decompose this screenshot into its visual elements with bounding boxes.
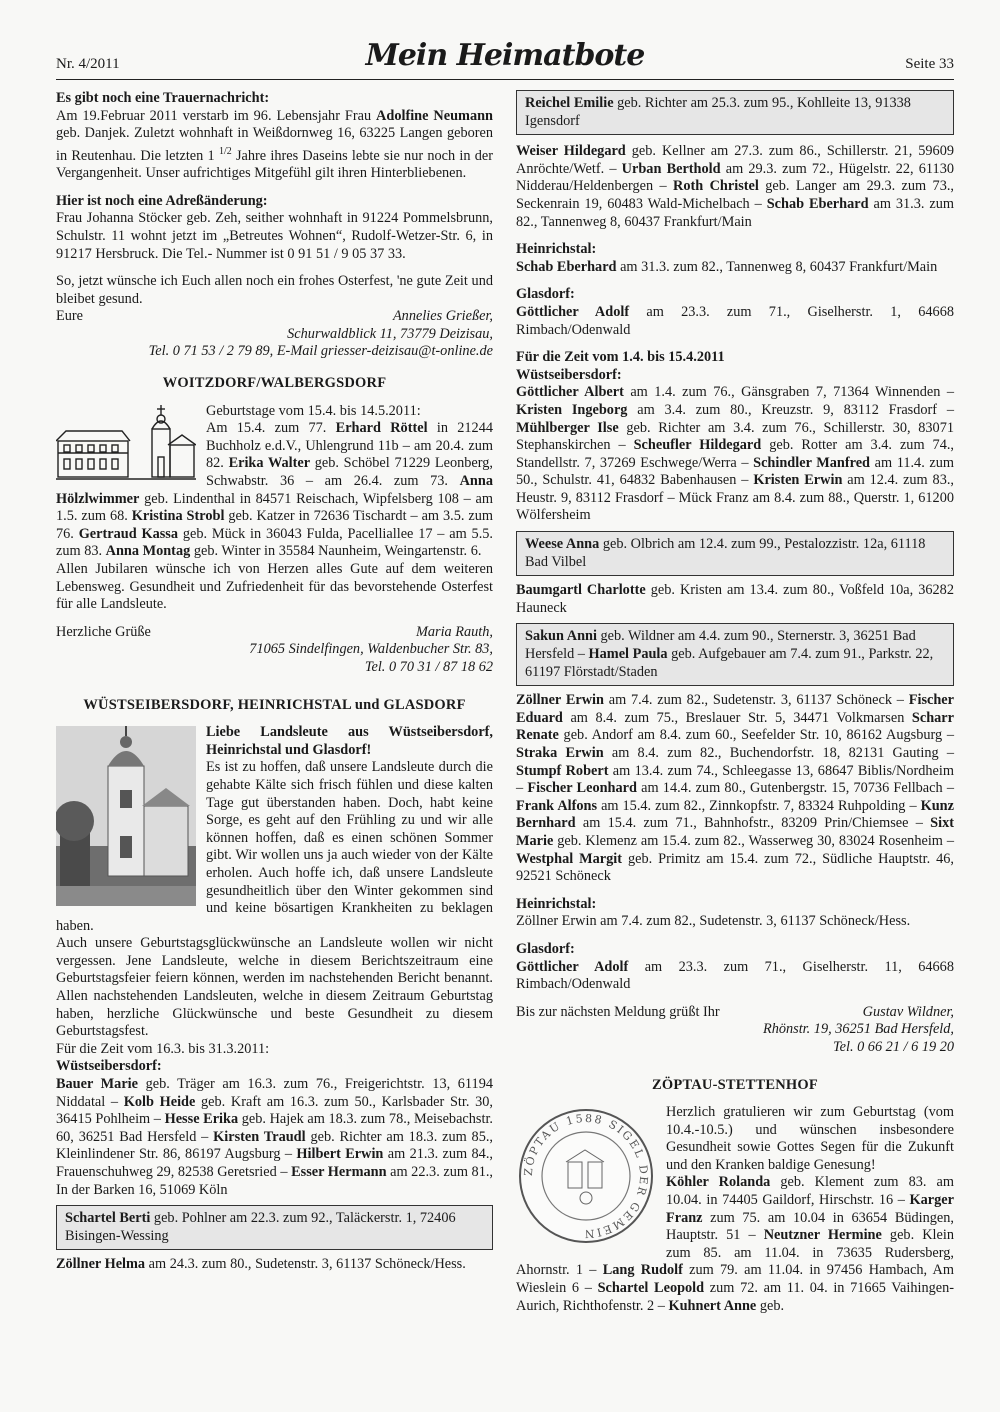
woitzdorf-birthdays: Am 15.4. zum 77. Erhard Röttel in 21244 Buchholz e.d.V., Uhlengrund 11b – am 20.4. zum 82. Erika Walter geb. Schöbel 71229 Leonberg, Schwabstr. 36 – am 26.4. zum 73. Anna Hölzlwimmer geb. Lindenthal in 84571 Reischach, Wipfelsberg 108 – am 1.5. zum 68. Kristina Strobl geb. Katzer in 72636 Tischardt – am 3.5. zum 76. Gertraud Kassa geb. Mück in 36043 Fulda, Pacelliallee 17 – am 5.5. zum 83. Anna Montag geb. Winter in 35584 Naunheim, Weingartenstr. 6. bbox=[56, 420, 493, 560]
birthday-entry: Göttlicher Adolf am 23.3. zum 71., Giselherstr. 1, 64668 Rimbach/Odenwald bbox=[516, 303, 954, 338]
wuest-text: Es ist zu hoffen, daß unsere Landsleute durch die gehabte Kälte sich frisch fühlen und diese kalten Tage gut überstanden haben. Doch, habt keine Sorge, es geht auf den Frühling zu und wir alle können hoffen, daß es einen schönen Sommer gibt. Wir wollen uns ja auch wieder von der Kälte erholen. Auch hoffe ich, daß unsere Landsleute gesundheitlich über den Winter gekommen sind und keine bösartigen Krankheiten zu beklagen haben. bbox=[56, 759, 493, 934]
birthday-list: Zöllner Erwin am 7.4. zum 82., Sudetenstr. 3, 61137 Schöneck – Fischer Eduard am 8.4. zum 75., Breslauer Str. 5, 34471 Volkmarsen Scharr Renate geb. Andorf am 8.4. zum 60., Seefelder Str. 10, 86162 Augsburg – Straka Erwin am 8.4. zum 82., Buchendorfstr. 18, 82131 Gauting – Stumpf Robert am 13.4. zum 74., Schleegasse 13, 68647 Biblis/Nordheim – Fischer Leonhard am 14.4. zum 80., Gutenbergstr. 15, 70736 Fellbach – Frank Alfons am 15.4. zum 82., Zinnkopfstr. 7, 83324 Ruhpolding – Kunz Bernhard am 15.4. zum 71., Bahnhofstr., 83209 Prin/Chiemsee – Sixt Marie geb. Klemenz am 15.4. zum 82., Wasserweg 30, 83024 Rosenheim – Westphal Margit geb. Primitz am 15.4. zum 72., Südliche Hauptstr. 46, 92521 Schöneck bbox=[516, 692, 954, 885]
signature-address: Schurwaldblick 11, 73779 Deizisau, bbox=[287, 325, 493, 342]
birthday-list: Köhler Rolanda geb. Klement zum 83. am 10.04. in 74405 Gaildorf, Hirschstr. 16 – Karger Franz zum 75. am 10.04 in 63654 Büdingen, Hauptstr. 51 – Neutzner Hermine geb. Klein zum 85. am 11.04. in 73635 Rudersberg, Ahornstr. 1 – Lang Rudolf zum 79. am 11.04. in 97456 Hambach, Am Wieslein 6 – Schartel Leopold zum 72. am 11. 04. in 71665 Vaihingen-Aurich, Richthofenstr. 2 – Kuhnert Anne geb. bbox=[516, 1174, 955, 1314]
place-heading: Heinrichstal: bbox=[516, 895, 597, 912]
signature-name: Gustav Wildner, bbox=[862, 1003, 954, 1020]
place-heading: Wüstseibersdorf: bbox=[56, 1058, 162, 1075]
birthday-entry: Baumgartl Charlotte geb. Kristen am 13.4. zum 80., Voßfeld 10a, 36282 Hauneck bbox=[516, 582, 954, 616]
section-title-woitzdorf: WOITZDORF/WALBERGSDORF bbox=[162, 375, 387, 392]
section-title-zoeptau: ZÖPTAU-STETTENHOF bbox=[652, 1076, 818, 1093]
woitzdorf-wishes: Allen Jubilaren wünsche ich von Herzen alles Gute auf dem weiteren Lebensweg. Gesundheit und Zufriedenheit für das bevorstehende Osterfest für alle Landsleute. bbox=[56, 561, 493, 613]
highlight-box: Weese Anna geb. Olbrich am 12.4. zum 99., Pestalozzistr. 12a, 61118 Bad Vilbel bbox=[516, 531, 954, 576]
section-title-wuestseibersdorf: WÜSTSEIBERSDORF, HEINRICHSTAL und GLASDORF bbox=[83, 696, 466, 713]
left-column bbox=[56, 90, 493, 1274]
eure: Eure bbox=[56, 308, 83, 325]
church-photo bbox=[56, 726, 196, 906]
header-rule bbox=[56, 79, 954, 80]
signature-contact: Tel. 0 66 21 / 6 19 20 bbox=[832, 1038, 954, 1055]
woitzdorf-intro: Geburtstage vom 15.4. bis 14.5.2011: bbox=[206, 402, 421, 419]
signature-address: 71065 Sindelfingen, Waldenbucher Str. 83, bbox=[249, 641, 493, 658]
period-heading: Für die Zeit vom 1.4. bis 15.4.2011 bbox=[516, 349, 725, 366]
adress-text: Frau Johanna Stöcker geb. Zeh, seither wohnhaft in 91224 Pommelsbrunn, Schulstr. 11 wohnt jetzt im „Betreutes Wohnen“, Rudolf-Wetzer-Str. 6, in 91217 Hersbruck. Die Tel.- Nummer ist 0 91 51 / 9 05 37 33. bbox=[56, 210, 493, 262]
signature-contact: Tel. 0 71 53 / 2 79 89, E-Mail griesser-deizisau@t-online.de bbox=[148, 343, 493, 360]
highlight-box: Sakun Anni geb. Wildner am 4.4. zum 90., Sternerstr. 3, 36251 Bad Hersfeld – Hamel Paula geb. Aufgebauer am 7.4. zum 91., Parkstr. 22, 61197 Flörstadt/Staden bbox=[516, 623, 954, 686]
place-heading: Heinrichstal: bbox=[516, 241, 597, 258]
trauer-text: Am 19.Februar 2011 verstarb im 96. Lebensjahr Frau Adolfine Neumann geb. Danjek. Zuletzt wohnhaft in Weißdornweg 16, 63225 Langen geboren in Reutenhau. Die letzten 1 $^{1/2}$ Jahre ihres Daseins lebte sie nur noch in der Vergangenheit. Unser aufrichtiges Mitgefühl gilt ihren Hinterbliebenen. bbox=[56, 107, 493, 182]
wuest-greeting: Liebe Landsleute aus Wüstseibersdorf, Heinrichstal und Glasdorf! bbox=[206, 724, 493, 758]
signature-name: Annelies Grießer, bbox=[392, 308, 493, 325]
birthday-list: Weiser Hildegard geb. Kellner am 27.3. zum 86., Schillerstr. 21, 59609 Anröchte/Wetf. – Urban Berthold am 29.3. zum 72., Hügelstr. 22, 61130 Nidderau/Heldenbergen – Roth Christel geb. Langer am 29.3. zum 73., Seckenrain 19, 60483 Wald-Michelbach – Schab Eberhard am 31.3. zum 82., Tannenweg 8, 60437 Frankfurt/Main bbox=[516, 143, 955, 230]
page-number: Seite 33 bbox=[905, 56, 954, 72]
period-heading: Für die Zeit vom 16.3. bis 31.3.2011: bbox=[56, 1040, 270, 1057]
right-column bbox=[516, 90, 954, 1315]
birthday-entry: Göttlicher Adolf am 23.3. zum 71., Giselherstr. 11, 64668 Rimbach/Odenwald bbox=[516, 958, 954, 993]
wuest-text-2: Auch unsere Geburtstagsglückwünsche an Landsleute wollen wir nicht vergessen. Jene Landsleute, welche in diesem Berichtszeitraum eine Geburtstagsfeier feiern können, werden im nachstehenden Bericht benannt. Allen nachstehenden Landsleuten, welche in diesem Zeitraum Geburtstag haben, herzliche Glückwünsche und beste Gesundheit zu diesem Geburtstagsfest. bbox=[56, 935, 493, 1040]
birthday-entry: Zöllner Helma am 24.3. zum 80., Sudetenstr. 3, 61137 Schöneck/Hess. bbox=[56, 1256, 466, 1273]
church-village-illustration bbox=[56, 405, 196, 487]
page-header bbox=[56, 38, 954, 78]
place-heading: Glasdorf: bbox=[516, 940, 575, 957]
signature-name: Maria Rauth, bbox=[415, 623, 493, 640]
osterfest-text: So, jetzt wünsche ich Euch allen noch ein frohes Osterfest, 'ne gute Zeit und bleibet gesund. bbox=[56, 273, 493, 307]
trauer-heading: Es gibt noch eine Trauernachricht: bbox=[56, 90, 270, 106]
adress-heading: Hier ist noch eine Adreßänderung: bbox=[56, 192, 268, 209]
birthday-list: Göttlicher Albert am 1.4. zum 76., Gänsgraben 7, 71364 Winnenden – Kristen Ingeborg am 3.4. zum 80., Kreuzstr. 9, 83112 Frasdorf – Mühlberger Ilse geb. Richter am 3.4. zum 76., Schillerstr. 30, 83071 Stephanskirchen – Scheufler Hildegard geb. Rotter am 3.4. zum 74., Standellstr. 7, 37269 Eschwege/Werra – Schindler Manfred am 11.4. zum 50., Schulstr. 41, 64832 Babenhausen – Kristen Erwin am 12.4. zum 83., Heustr. 9, 83112 Frasdorf – Mück Franz am 8.4. zum 88., Querstr. 1, 61200 Wölfersheim bbox=[516, 384, 955, 524]
masthead-logo: Mein Heimatbote bbox=[365, 38, 645, 73]
zoeptau-intro: Herzlich gratulieren wir zum Geburtstag (vom 10.4.-10.5.) und wünschen insbesondere Gesundheit sowie Gottes Segen für die Zukunft und den Kranken baldige Genesung! bbox=[666, 1104, 954, 1173]
gruesse: Herzliche Grüße bbox=[56, 623, 151, 640]
place-heading: Glasdorf: bbox=[516, 286, 575, 303]
birthday-entry: Zöllner Erwin am 7.4. zum 82., Sudetenstr. 3, 61137 Schöneck/Hess. bbox=[516, 913, 911, 930]
birthday-list: Bauer Marie geb. Träger am 16.3. zum 76., Freigerichtstr. 13, 61194 Niddatal – Kolb Heide geb. Kraft am 16.3. zum 50., Karlsbader Str. 30, 36415 Pohlheim – Hesse Erika geb. Hajek am 18.3. zum 78., Meisebachstr. 60, 36251 Bad Hersfeld – Kirsten Traudl geb. Richter am 18.3. zum 85., Kleinlindener Str. 86, 86197 Augsburg – Hilbert Erwin am 21.3. zum 84., Frauenschuhweg 29, 82538 Geretsried – Esser Hermann am 22.3. zum 81., In der Barken 16, 51069 Köln bbox=[56, 1076, 494, 1198]
place-heading: Wüstseibersdorf: bbox=[516, 366, 622, 383]
municipal-seal-stamp bbox=[516, 1106, 656, 1252]
signature-contact: Tel. 0 70 31 / 87 18 62 bbox=[364, 658, 493, 675]
birthday-entry: Schab Eberhard am 31.3. zum 82., Tannenweg 8, 60437 Frankfurt/Main bbox=[516, 258, 938, 275]
issue-number: Nr. 4/2011 bbox=[56, 56, 120, 72]
signature-address: Rhönstr. 19, 36251 Bad Hersfeld, bbox=[762, 1021, 954, 1038]
highlight-box: Schartel Berti geb. Pohlner am 22.3. zum 92., Taläckerstr. 1, 72406 Bisingen-Wessing bbox=[56, 1205, 493, 1250]
closing: Bis zur nächsten Meldung grüßt Ihr bbox=[516, 1003, 720, 1020]
svg-text:ZÖPTAU 1588 SIGEL DER GEMEIN: ZÖPTAU 1588 SIGEL DER GEMEIN bbox=[521, 1111, 651, 1241]
highlight-box: Reichel Emilie geb. Richter am 25.3. zum 95., Kohlleite 13, 91338 Igensdorf bbox=[516, 90, 954, 135]
